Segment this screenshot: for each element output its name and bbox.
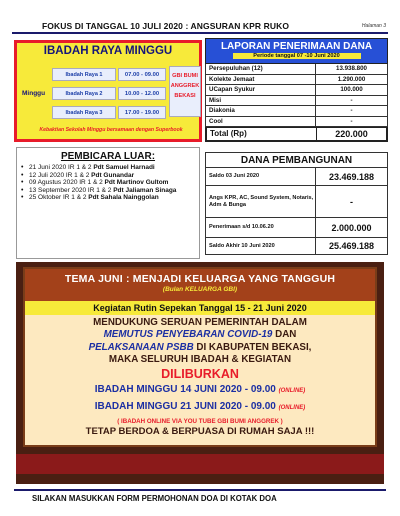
row-label: Angs KPR, AC, Sound System, Notaris, Adm & Bunga bbox=[206, 186, 316, 217]
schedule-text: 25 Oktober IR 1 & 2 bbox=[29, 194, 89, 202]
announcement-line: MAKA SELURUH IBADAH & KEGIATAN bbox=[108, 354, 292, 366]
page-header bbox=[12, 20, 388, 34]
ibadah-note: Kebaktian Sekolah Minggu bersamaan dengan Superbook bbox=[39, 127, 183, 133]
row-value: 1.290.000 bbox=[337, 75, 366, 83]
speaker-name: Pdt Gunandar bbox=[91, 171, 135, 179]
speaker-name: Pdt Samuel Harnadi bbox=[93, 164, 155, 171]
list-item bbox=[21, 179, 199, 187]
schedule-text: 12 Juli 2020 IR 1 & 2 bbox=[29, 171, 92, 179]
schedule-text: 13 September 2020 IR 1 & 2 bbox=[29, 186, 114, 194]
total-row bbox=[205, 127, 388, 142]
laporan-header bbox=[205, 38, 388, 64]
dana-title: DANA PEMBANGUNAN bbox=[205, 152, 388, 168]
row-label: Misi bbox=[206, 96, 316, 106]
tema-banner bbox=[25, 269, 375, 304]
speaker-name: Pdt Martinov Gultom bbox=[104, 179, 169, 187]
pembicara-list bbox=[21, 164, 199, 202]
row-label: UCapan Syukur bbox=[206, 85, 316, 95]
tema-body bbox=[25, 317, 375, 437]
list-item bbox=[21, 172, 199, 180]
list-item bbox=[21, 164, 199, 172]
row-value: - bbox=[350, 96, 353, 104]
ibadah-online-line bbox=[25, 399, 375, 416]
row-value: 23.469.188 bbox=[328, 171, 375, 182]
ibadah-online-line bbox=[25, 382, 375, 399]
tema-panel bbox=[23, 267, 377, 447]
row-value: 13.938.800 bbox=[336, 65, 367, 72]
row-label: Persepuluhan (12) bbox=[206, 64, 316, 74]
location-text: GBI BUMI ANGGREK BEKASI bbox=[170, 73, 200, 99]
row-label: Penerimaan s/d 10.06.20 bbox=[206, 218, 316, 237]
diliburkan-text: DILIBURKAN bbox=[161, 366, 239, 381]
row-value: 2.000.000 bbox=[331, 222, 372, 233]
laporan-title: LAPORAN PENERIMAAN DANA bbox=[220, 41, 373, 52]
table-row bbox=[205, 168, 388, 186]
decorative-strip bbox=[16, 454, 384, 474]
tema-subtitle: (Bulan KELUARGA GBI) bbox=[162, 286, 238, 293]
row-value: 25.469.188 bbox=[328, 241, 375, 251]
kegiatan-banner: Kegiatan Rutin Sepekan Tanggal 15 - 21 Juni 2020 bbox=[25, 301, 375, 315]
table-row bbox=[205, 106, 388, 117]
laporan-penerimaan-table bbox=[205, 38, 388, 142]
list-item bbox=[21, 187, 199, 195]
pembicara-title: PEMBICARA LUAR: bbox=[60, 151, 156, 162]
ibadah-row-time: 07.00 - 09.00 bbox=[118, 68, 166, 81]
table-row bbox=[205, 75, 388, 86]
tema-section bbox=[16, 262, 384, 484]
row-value: - bbox=[350, 117, 353, 125]
table-row bbox=[205, 64, 388, 75]
ibadah-online-text: IBADAH MINGGU 21 JUNI 2020 - 09.00 bbox=[94, 400, 279, 412]
row-label: Saldo Akhir 10 Juni 2020 bbox=[206, 238, 316, 254]
ibadah-row-name: Ibadah Raya 1 bbox=[52, 68, 116, 81]
ibadah-row-time: 17.00 - 19.00 bbox=[118, 106, 166, 119]
announcement-text: DI KABUPATEN BEKASI, bbox=[193, 341, 312, 353]
row-value: - bbox=[350, 196, 353, 207]
laporan-period: Periode tanggal 07 -10 Juni 2020 bbox=[233, 53, 361, 59]
total-label: Total (Rp) bbox=[207, 128, 317, 140]
dana-pembangunan-table bbox=[205, 152, 388, 255]
online-label: (ONLINE) bbox=[278, 404, 306, 411]
table-row bbox=[205, 96, 388, 107]
ibadah-raya-box bbox=[14, 40, 202, 142]
tema-title: TEMA JUNI : MENJADI KELUARGA YANG TANGGUH bbox=[64, 273, 336, 285]
row-value: - bbox=[350, 107, 353, 114]
announcement-line: MENDUKUNG SERUAN PEMERINTAH DALAM bbox=[93, 317, 307, 328]
table-row bbox=[205, 218, 388, 238]
pembicara-luar-box bbox=[16, 147, 200, 259]
table-row bbox=[205, 238, 388, 255]
row-value: 100.000 bbox=[340, 86, 363, 93]
announcement-emphasis: PELAKSANAAN PSBB bbox=[88, 341, 194, 353]
ibadah-location bbox=[169, 66, 201, 117]
table-row bbox=[205, 85, 388, 96]
announcement-line bbox=[25, 329, 375, 341]
ibadah-row-name: Ibadah Raya 3 bbox=[52, 106, 116, 119]
ibadah-row-time: 10.00 - 12.00 bbox=[118, 87, 166, 100]
announcement-emphasis: MEMUTUS PENYEBARAN COVID-19 bbox=[103, 329, 273, 341]
announcement-line bbox=[25, 342, 375, 354]
announcement-text: DAN bbox=[272, 329, 297, 341]
table-row bbox=[205, 117, 388, 128]
table-row bbox=[205, 186, 388, 218]
page-number: Halaman 3 bbox=[361, 23, 386, 29]
tetap-berdoa-text: TETAP BERDOA & BERPUASA DI RUMAH SAJA !!! bbox=[85, 425, 315, 437]
youtube-note: ( IBADAH ONLINE VIA YOU TUBE GBI BUMI ANGGREK ) bbox=[117, 417, 283, 425]
speaker-name: Pdt Sahala Nainggolan bbox=[88, 194, 159, 202]
speaker-name: Pdt Jaliaman Sinaga bbox=[113, 186, 177, 194]
list-item bbox=[21, 194, 199, 202]
header-title: FOKUS DI TANGGAL 10 JULI 2020 : ANGSURAN KPR RUKO bbox=[42, 21, 290, 31]
row-label: Diakonia bbox=[206, 106, 316, 116]
row-label: Saldo 03 Juni 2020 bbox=[206, 168, 316, 185]
page-footer: SILAKAN MASUKKAN FORM PERMOHONAN DOA DI KOTAK DOA bbox=[14, 489, 386, 506]
ibadah-row-name: Ibadah Raya 2 bbox=[52, 87, 116, 100]
ibadah-online-text: IBADAH MINGGU 14 JUNI 2020 - 09.00 bbox=[94, 383, 279, 395]
schedule-text: 09 Agustus 2020 IR 1 & 2 bbox=[29, 179, 105, 187]
schedule-text: 21 Juni 2020 IR 1 & 2 bbox=[29, 164, 94, 171]
row-label: Cool bbox=[206, 117, 316, 127]
ibadah-title: IBADAH RAYA MINGGU bbox=[43, 45, 173, 57]
online-label: (ONLINE) bbox=[278, 387, 306, 394]
total-value: 220.000 bbox=[335, 129, 368, 139]
row-label: Kolekte Jemaat bbox=[206, 75, 316, 85]
minggu-label: Minggu bbox=[22, 90, 46, 97]
